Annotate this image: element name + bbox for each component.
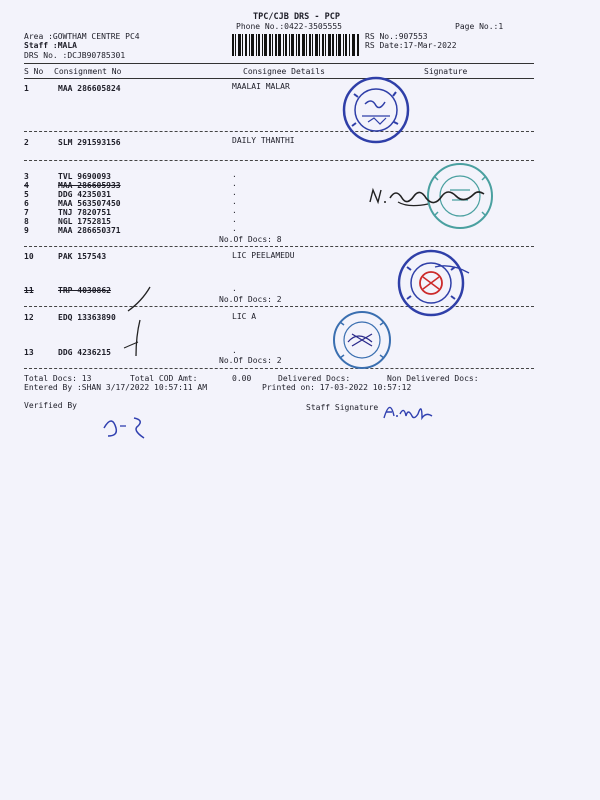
phone-number: Phone No.:0422-3505555 xyxy=(236,22,342,31)
staff-signature-label: Staff Signature xyxy=(306,403,379,412)
row-sno: 7 xyxy=(24,208,29,217)
verified-by-signature xyxy=(100,412,160,440)
header-rule-bottom xyxy=(24,78,534,79)
row-consignee: . xyxy=(232,346,237,355)
column-signature: Signature xyxy=(424,67,468,76)
row-consignment: MAA 286605824 xyxy=(58,84,121,93)
column-consignment: Consignment No xyxy=(54,67,122,76)
row-consignment: MAA 286650371 xyxy=(58,226,121,235)
no-of-docs: No.Of Docs: 2 xyxy=(219,295,282,304)
row-consignee: LIC PEELAMEDU xyxy=(232,251,295,260)
handwritten-signature xyxy=(368,184,503,212)
row-consignment: TVL 9690093 xyxy=(58,172,111,181)
row-consignee: . xyxy=(232,224,237,233)
no-of-docs: No.Of Docs: 2 xyxy=(219,356,282,365)
row-consignment: TRP 4030862 xyxy=(58,286,111,295)
row-divider xyxy=(24,131,534,132)
row-consignment: PAK 157543 xyxy=(58,252,107,261)
total-docs: Total Docs: 13 xyxy=(24,374,92,383)
row-consignment: MAA 286605933 xyxy=(58,181,121,190)
row-sno: 3 xyxy=(24,172,29,181)
verified-by-label: Verified By xyxy=(24,401,77,410)
row-consignee: . xyxy=(232,215,237,224)
row-consignment: SLM 291593156 xyxy=(58,138,121,147)
row-consignee: . xyxy=(232,170,237,179)
pen-stroke xyxy=(118,318,148,360)
area-label: Area :GOWTHAM CENTRE PC4 xyxy=(24,32,140,41)
document-title: TPC/CJB DRS - PCP xyxy=(253,12,340,22)
row-sno: 9 xyxy=(24,226,29,235)
column-sno: S No xyxy=(24,67,44,76)
row-sno: 13 xyxy=(24,348,34,357)
staff-label: Staff :MALA xyxy=(24,41,77,50)
header-rule-top xyxy=(24,63,534,64)
column-consignee: Consignee Details xyxy=(243,67,325,76)
barcode xyxy=(232,34,360,56)
row-consignment: DDG 4236215 xyxy=(58,348,111,357)
page-number: Page No.:1 xyxy=(455,22,504,31)
row-consignee: LIC A xyxy=(232,312,257,321)
row-sno: 8 xyxy=(24,217,29,226)
row-sno: 12 xyxy=(24,313,34,322)
post-office-stamp xyxy=(340,74,412,146)
row-consignment: MAA 563507450 xyxy=(58,199,121,208)
row-sno: 11 xyxy=(24,286,34,295)
row-consignee: . xyxy=(232,206,237,215)
drs-number: DRS No. :DCJB90785301 xyxy=(24,51,126,60)
row-consignee: . xyxy=(232,179,237,188)
lic-stamp xyxy=(395,247,473,323)
no-of-docs: No.Of Docs: 8 xyxy=(219,235,282,244)
row-divider xyxy=(24,368,534,369)
row-sno: 6 xyxy=(24,199,29,208)
staff-signature-handwriting xyxy=(380,394,440,424)
row-sno: 1 xyxy=(24,84,29,93)
total-cod-value: 0.00 xyxy=(232,374,252,383)
row-sno: 4 xyxy=(24,181,29,190)
row-consignment: NGL 1752815 xyxy=(58,217,111,226)
rs-date: RS Date:17-Mar-2022 xyxy=(365,41,457,50)
entered-by: Entered By :SHAN 3/17/2022 10:57:11 AM xyxy=(24,383,208,392)
row-consignee: MAALAI MALAR xyxy=(232,82,290,91)
row-consignee: . xyxy=(232,197,237,206)
row-consignment: TNJ 7820751 xyxy=(58,208,111,217)
total-cod-label: Total COD Amt: xyxy=(130,374,198,383)
row-sno: 5 xyxy=(24,190,29,199)
row-sno: 10 xyxy=(24,252,34,261)
row-consignment: DDG 4235031 xyxy=(58,190,111,199)
row-consignment: EDQ 13363890 xyxy=(58,313,116,322)
pen-stroke xyxy=(120,283,160,313)
row-consignee: . xyxy=(232,284,237,293)
delivered-docs: Delivered Docs: xyxy=(278,374,351,383)
lic-stamp xyxy=(326,308,398,372)
rs-number: RS No.:907553 xyxy=(365,32,428,41)
row-sno: 2 xyxy=(24,138,29,147)
non-delivered-docs: Non Delivered Docs: xyxy=(387,374,479,383)
row-consignee: . xyxy=(232,188,237,197)
printed-on: Printed on: 17-03-2022 10:57:12 xyxy=(262,383,412,392)
row-consignee: DAILY THANTHI xyxy=(232,136,295,145)
